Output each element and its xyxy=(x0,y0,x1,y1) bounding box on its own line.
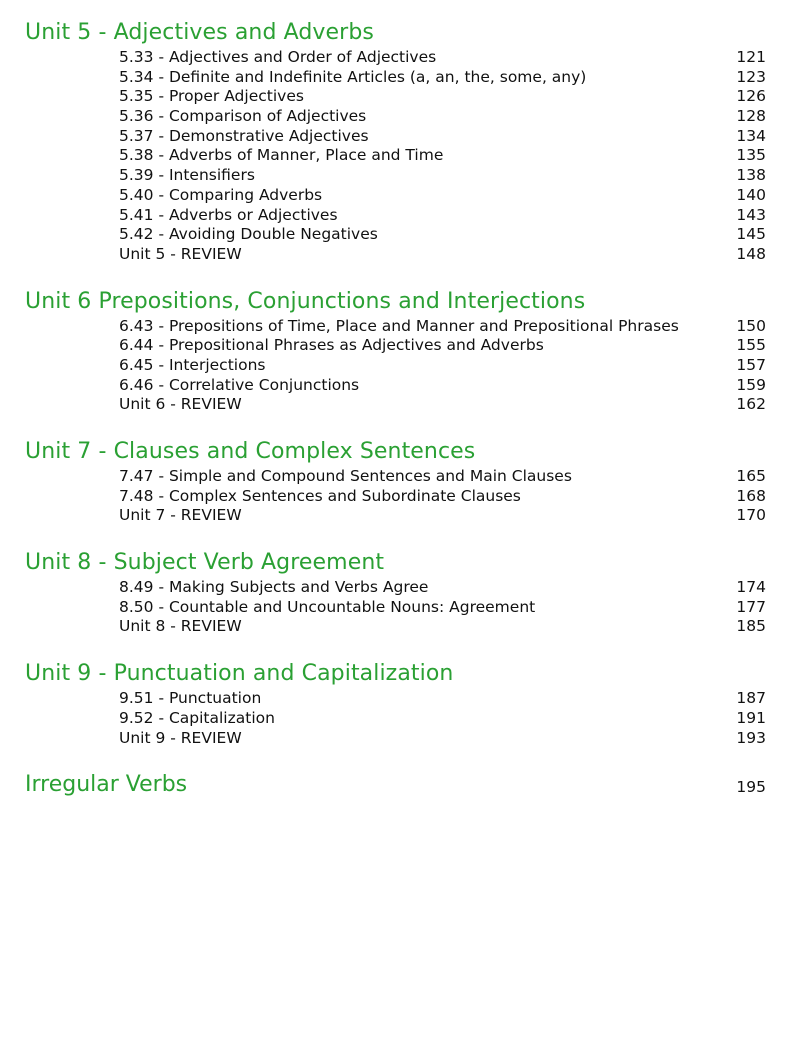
entry-label: 8.49 - Making Subjects and Verbs Agree xyxy=(119,578,429,597)
entry-page-number: 123 xyxy=(736,67,766,86)
entry-page-number: 174 xyxy=(736,578,766,597)
toc-entry[interactable] xyxy=(0,48,800,68)
entry-label: 5.39 - Intensifiers xyxy=(119,166,255,185)
unit-title: Unit 8 - Subject Verb Agreement xyxy=(25,550,385,576)
toc-entry[interactable] xyxy=(0,356,800,376)
unit-entry-list xyxy=(0,689,800,748)
unit-entry-list xyxy=(0,467,800,526)
toc-entry[interactable] xyxy=(0,146,800,166)
entry-page-number: 121 xyxy=(736,48,766,66)
unit-6-section xyxy=(0,287,800,415)
entry-page-number: 138 xyxy=(736,166,766,185)
entry-page-number: 128 xyxy=(736,107,766,126)
unit-title: Unit 9 - Punctuation and Capitalization xyxy=(25,661,454,687)
entry-label: 6.44 - Prepositional Phrases as Adjectives and Adverbs xyxy=(119,336,544,355)
entry-page-number: 135 xyxy=(736,146,766,165)
toc-entry[interactable] xyxy=(0,487,800,507)
toc-entry[interactable] xyxy=(0,87,800,107)
toc-entry[interactable] xyxy=(0,578,800,598)
toc-entry[interactable] xyxy=(0,68,800,88)
toc-entry[interactable] xyxy=(0,336,800,356)
toc-entry[interactable] xyxy=(0,376,800,396)
entry-page-number: 170 xyxy=(736,506,766,525)
entry-label: Unit 9 - REVIEW xyxy=(119,728,242,747)
unit-entry-list xyxy=(0,48,800,265)
entry-page-number: 159 xyxy=(736,375,766,394)
unit-title: Unit 5 - Adjectives and Adverbs xyxy=(25,20,374,45)
unit-8-section xyxy=(0,548,800,637)
entry-page-number: 185 xyxy=(736,617,766,636)
entry-page-number: 126 xyxy=(736,87,766,106)
entry-page-number: 187 xyxy=(736,689,766,708)
toc-entry[interactable] xyxy=(0,598,800,618)
entry-page-number: 145 xyxy=(736,225,766,244)
entry-page-number: 140 xyxy=(736,185,766,204)
entry-page-number: 143 xyxy=(736,205,766,224)
entry-label: Unit 6 - REVIEW xyxy=(119,395,242,414)
entry-page-number: 165 xyxy=(736,467,766,485)
entry-label: 5.34 - Definite and Indefinite Articles (a, an, the, some, any) xyxy=(119,67,587,86)
toc-entry-review[interactable] xyxy=(0,245,800,265)
entry-page-number: 193 xyxy=(736,728,766,747)
entry-label: 7.48 - Complex Sentences and Subordinate Clauses xyxy=(119,486,521,505)
entry-page-number: 134 xyxy=(736,126,766,145)
entry-label: Unit 8 - REVIEW xyxy=(119,617,242,636)
entry-page-number: 155 xyxy=(736,336,766,355)
unit-title: Unit 7 - Clauses and Complex Sentences xyxy=(25,439,476,464)
entry-label: 6.43 - Prepositions of Time, Place and Manner and Prepositional Phrases xyxy=(119,316,679,335)
toc-entry[interactable] xyxy=(0,166,800,186)
unit-5-section xyxy=(0,18,800,265)
toc-entry-review[interactable] xyxy=(0,506,800,526)
irregular-verbs-title: Irregular Verbs xyxy=(25,772,188,798)
toc-entry[interactable] xyxy=(0,225,800,245)
toc-entry-review[interactable] xyxy=(0,617,800,637)
toc-entry[interactable] xyxy=(0,127,800,147)
entry-label: 8.50 - Countable and Uncountable Nouns: Agreement xyxy=(119,597,536,616)
unit-title: Unit 6 Prepositions, Conjunctions and Interjections xyxy=(25,288,586,314)
entry-label: 7.47 - Simple and Compound Sentences and Main Clauses xyxy=(119,467,572,485)
entry-label: 5.35 - Proper Adjectives xyxy=(119,87,304,106)
entry-label: 5.38 - Adverbs of Manner, Place and Time xyxy=(119,146,444,165)
toc-entry[interactable] xyxy=(0,709,800,729)
entry-page-number: 177 xyxy=(736,597,766,616)
entry-page-number: 148 xyxy=(736,244,766,263)
entry-label: 5.41 - Adverbs or Adjectives xyxy=(119,205,338,224)
entry-label: 5.42 - Avoiding Double Negatives xyxy=(119,225,378,244)
entry-label: 5.33 - Adjectives and Order of Adjectives xyxy=(119,48,437,66)
entry-label: 6.46 - Correlative Conjunctions xyxy=(119,375,360,394)
entry-label: 5.40 - Comparing Adverbs xyxy=(119,185,323,204)
entry-label: Unit 7 - REVIEW xyxy=(119,506,242,525)
toc-entry[interactable] xyxy=(0,317,800,337)
entry-page-number: 191 xyxy=(736,708,766,727)
toc-entry[interactable] xyxy=(0,689,800,709)
unit-9-section xyxy=(0,659,800,748)
unit-entry-list xyxy=(0,317,800,415)
toc-entry-review[interactable] xyxy=(0,395,800,415)
entry-label: 9.52 - Capitalization xyxy=(119,708,275,727)
entry-label: 9.51 - Punctuation xyxy=(119,689,262,708)
entry-page-number: 150 xyxy=(736,316,766,335)
entry-label: 5.36 - Comparison of Adjectives xyxy=(119,107,367,126)
irregular-verbs-entry[interactable] xyxy=(0,770,800,800)
entry-label: Unit 5 - REVIEW xyxy=(119,244,242,263)
entry-page-number: 157 xyxy=(736,355,766,374)
unit-entry-list xyxy=(0,578,800,637)
entry-page-number: 162 xyxy=(736,395,766,414)
unit-7-section xyxy=(0,437,800,526)
entry-label: 6.45 - Interjections xyxy=(119,355,266,374)
toc-entry[interactable] xyxy=(0,467,800,487)
toc-entry[interactable] xyxy=(0,186,800,206)
entry-page-number: 168 xyxy=(736,486,766,505)
entry-label: 5.37 - Demonstrative Adjectives xyxy=(119,126,369,145)
toc-entry[interactable] xyxy=(0,107,800,127)
toc-entry-review[interactable] xyxy=(0,729,800,749)
irregular-verbs-page-number: 195 xyxy=(736,778,766,797)
toc-entry[interactable] xyxy=(0,206,800,226)
